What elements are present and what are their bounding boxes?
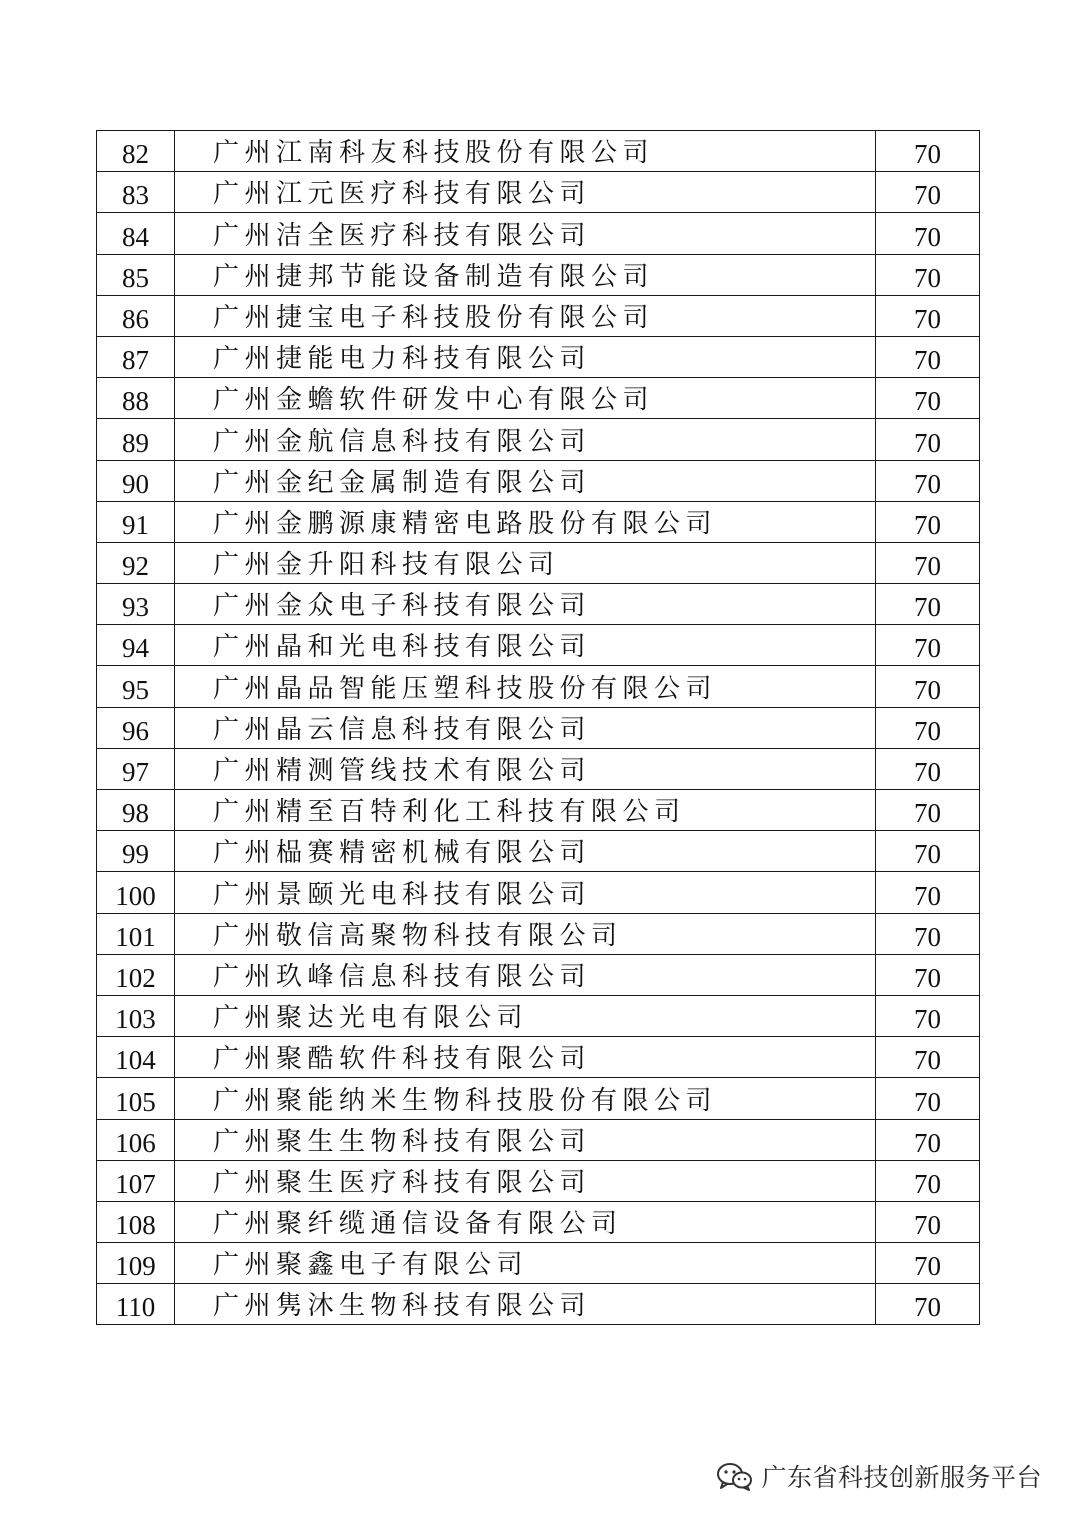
company-name: 广州金鹏源康精密电路股份有限公司 (175, 501, 876, 542)
score: 70 (876, 336, 980, 377)
table-row (97, 666, 980, 707)
company-name: 广州敬信高聚物科技有限公司 (175, 913, 876, 954)
company-name: 广州晶和光电科技有限公司 (175, 625, 876, 666)
table-row (97, 1201, 980, 1242)
row-number: 85 (97, 254, 175, 295)
company-name: 广州金蟾软件研发中心有限公司 (175, 378, 876, 419)
score: 70 (876, 1160, 980, 1201)
score: 70 (876, 460, 980, 501)
company-name: 广州隽沐生物科技有限公司 (175, 1284, 876, 1325)
table-row (97, 213, 980, 254)
score: 70 (876, 790, 980, 831)
row-number: 104 (97, 1037, 175, 1078)
row-number: 109 (97, 1243, 175, 1284)
score: 70 (876, 501, 980, 542)
score: 70 (876, 1037, 980, 1078)
table-row (97, 995, 980, 1036)
company-name: 广州景颐光电科技有限公司 (175, 872, 876, 913)
score: 70 (876, 254, 980, 295)
table-row (97, 872, 980, 913)
score: 70 (876, 707, 980, 748)
row-number: 106 (97, 1119, 175, 1160)
watermark (715, 1458, 1042, 1494)
table-row (97, 748, 980, 789)
table-row (97, 378, 980, 419)
company-name: 广州金升阳科技有限公司 (175, 542, 876, 583)
table-row (97, 501, 980, 542)
wechat-icon (715, 1461, 755, 1491)
score: 70 (876, 172, 980, 213)
score: 70 (876, 213, 980, 254)
row-number: 93 (97, 584, 175, 625)
table-row (97, 460, 980, 501)
table-row (97, 584, 980, 625)
company-name: 广州晶云信息科技有限公司 (175, 707, 876, 748)
score: 70 (876, 1284, 980, 1325)
table-row (97, 954, 980, 995)
company-name: 广州聚生医疗科技有限公司 (175, 1160, 876, 1201)
company-name: 广州玖峰信息科技有限公司 (175, 954, 876, 995)
score: 70 (876, 1201, 980, 1242)
row-number: 92 (97, 542, 175, 583)
company-name: 广州洁全医疗科技有限公司 (175, 213, 876, 254)
company-name: 广州聚能纳米生物科技股份有限公司 (175, 1078, 876, 1119)
table-row (97, 131, 980, 172)
company-name: 广州江元医疗科技有限公司 (175, 172, 876, 213)
table-row (97, 254, 980, 295)
table-row (97, 625, 980, 666)
row-number: 91 (97, 501, 175, 542)
row-number: 95 (97, 666, 175, 707)
score: 70 (876, 378, 980, 419)
company-name: 广州聚达光电有限公司 (175, 995, 876, 1036)
row-number: 110 (97, 1284, 175, 1325)
row-number: 86 (97, 295, 175, 336)
table-row (97, 172, 980, 213)
row-number: 87 (97, 336, 175, 377)
row-number: 101 (97, 913, 175, 954)
company-name: 广州捷邦节能设备制造有限公司 (175, 254, 876, 295)
table-row (97, 1037, 980, 1078)
score: 70 (876, 1119, 980, 1160)
table-row (97, 336, 980, 377)
score: 70 (876, 625, 980, 666)
table-row (97, 1160, 980, 1201)
company-name: 广州金众电子科技有限公司 (175, 584, 876, 625)
company-name: 广州晶品智能压塑科技股份有限公司 (175, 666, 876, 707)
row-number: 94 (97, 625, 175, 666)
company-name: 广州精至百特利化工科技有限公司 (175, 790, 876, 831)
score: 70 (876, 995, 980, 1036)
row-number: 82 (97, 131, 175, 172)
company-name: 广州榀赛精密机械有限公司 (175, 831, 876, 872)
company-name: 广州金纪金属制造有限公司 (175, 460, 876, 501)
row-number: 89 (97, 419, 175, 460)
score: 70 (876, 584, 980, 625)
score: 70 (876, 666, 980, 707)
row-number: 103 (97, 995, 175, 1036)
company-name: 广州捷宝电子科技股份有限公司 (175, 295, 876, 336)
row-number: 84 (97, 213, 175, 254)
row-number: 102 (97, 954, 175, 995)
row-number: 99 (97, 831, 175, 872)
company-name: 广州聚酷软件科技有限公司 (175, 1037, 876, 1078)
table-row (97, 1284, 980, 1325)
row-number: 108 (97, 1201, 175, 1242)
row-number: 105 (97, 1078, 175, 1119)
row-number: 83 (97, 172, 175, 213)
table-row (97, 1119, 980, 1160)
row-number: 90 (97, 460, 175, 501)
table-row (97, 295, 980, 336)
score: 70 (876, 1078, 980, 1119)
watermark-text: 广东省科技创新服务平台 (761, 1463, 1042, 1492)
table-row (97, 831, 980, 872)
company-name: 广州聚鑫电子有限公司 (175, 1243, 876, 1284)
score: 70 (876, 131, 980, 172)
score: 70 (876, 748, 980, 789)
company-score-table (96, 130, 980, 1325)
score: 70 (876, 1243, 980, 1284)
row-number: 98 (97, 790, 175, 831)
score: 70 (876, 913, 980, 954)
table-row (97, 419, 980, 460)
company-name: 广州金航信息科技有限公司 (175, 419, 876, 460)
table-row (97, 707, 980, 748)
table-row (97, 1078, 980, 1119)
score: 70 (876, 954, 980, 995)
score: 70 (876, 872, 980, 913)
table-row (97, 542, 980, 583)
row-number: 96 (97, 707, 175, 748)
table-body (97, 131, 980, 1325)
company-name: 广州捷能电力科技有限公司 (175, 336, 876, 377)
table-row (97, 1243, 980, 1284)
score: 70 (876, 295, 980, 336)
row-number: 107 (97, 1160, 175, 1201)
score: 70 (876, 831, 980, 872)
table-row (97, 913, 980, 954)
company-name: 广州聚生生物科技有限公司 (175, 1119, 876, 1160)
score: 70 (876, 419, 980, 460)
company-name: 广州聚纤缆通信设备有限公司 (175, 1201, 876, 1242)
company-name: 广州江南科友科技股份有限公司 (175, 131, 876, 172)
score: 70 (876, 542, 980, 583)
company-name: 广州精测管线技术有限公司 (175, 748, 876, 789)
table-row (97, 790, 980, 831)
row-number: 97 (97, 748, 175, 789)
row-number: 88 (97, 378, 175, 419)
row-number: 100 (97, 872, 175, 913)
